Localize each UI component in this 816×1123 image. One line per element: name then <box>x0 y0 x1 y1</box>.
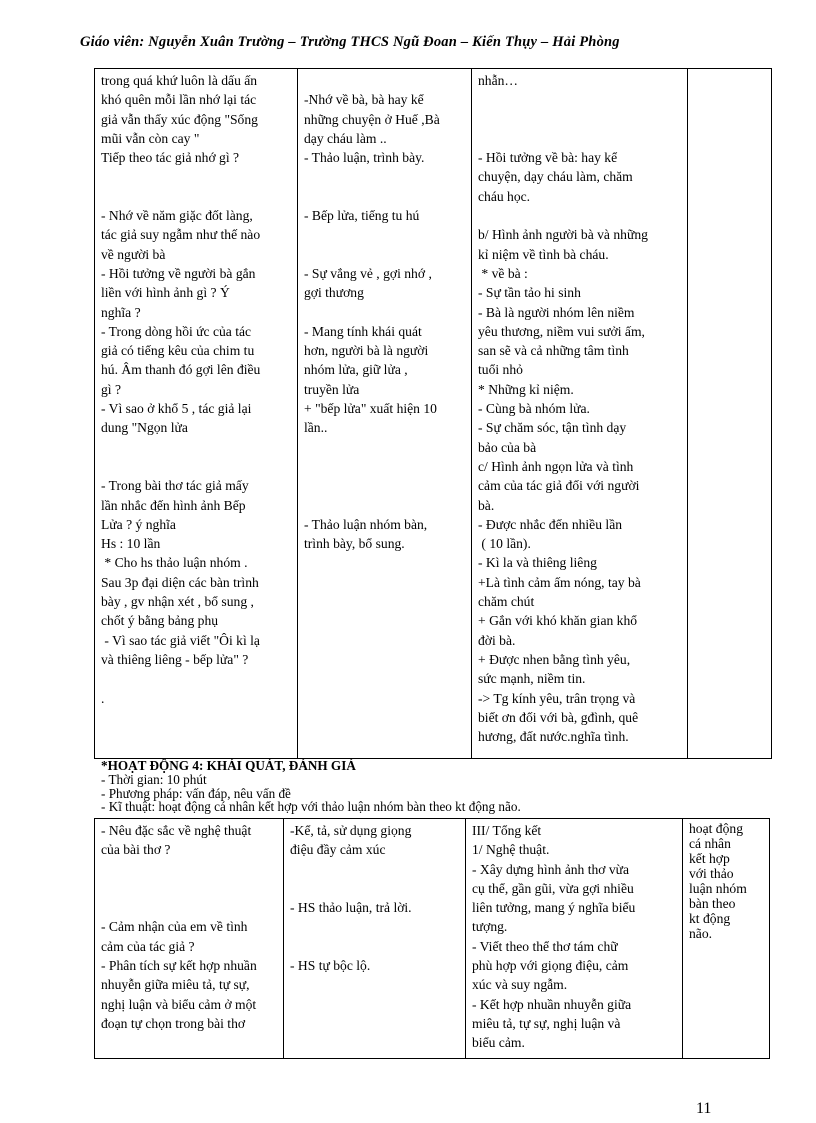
text-line <box>304 225 467 244</box>
text-line: và thiêng liêng - bếp lửa" ? <box>101 651 249 667</box>
text-line <box>304 71 467 90</box>
student-activity-cell-2 <box>284 819 466 1059</box>
text-line: - Bếp lửa, tiếng tu hú <box>304 208 420 224</box>
text-line: Lửa ? ý nghĩa <box>101 516 176 532</box>
text-line: III/ Tổng kết <box>472 823 542 838</box>
text-line: hú. Âm thanh đó gợi lên điều <box>101 362 261 378</box>
text-line: - Hồi tưởng về bà: hay kể <box>478 150 618 166</box>
text-line <box>101 457 293 476</box>
text-line: phù hợp với giọng điệu, cảm <box>472 958 629 974</box>
text-line: kết hợp <box>689 851 730 866</box>
text-line: đoạn tự chọn trong bài thơ <box>101 1015 246 1031</box>
text-line: chuyện, dạy cháu làm, chăm <box>478 169 633 185</box>
text-line: điệu đầy cảm xúc <box>290 842 386 858</box>
text-line: những chuyện ở Huế ,Bà <box>304 111 440 127</box>
text-line <box>290 879 461 898</box>
text-line: - Bà là người nhóm lên niềm <box>478 304 635 320</box>
content-cell-2 <box>466 819 683 1059</box>
text-line <box>304 167 467 186</box>
text-line: - Cùng bà nhóm lửa. <box>478 401 590 417</box>
text-line: + "bếp lửa" xuất hiện 10 <box>304 401 437 417</box>
text-line: cụ thể, gần gũi, vừa gợi nhiều <box>472 880 634 896</box>
text-line <box>304 496 467 515</box>
text-line: - Cảm nhận của em về tình <box>101 919 248 935</box>
text-line: về người bà <box>101 246 166 262</box>
text-line: bàn theo <box>689 896 736 911</box>
notes-text-2 <box>689 821 765 941</box>
text-line <box>304 476 467 495</box>
notes-cell-2 <box>683 819 770 1059</box>
text-line: trình bày, bổ sung. <box>304 536 405 552</box>
text-line: - Sự vắng vẻ , gợi nhớ , <box>304 265 432 281</box>
text-line: bày , gv nhận xét , bổ sung , <box>101 594 254 610</box>
text-line: Tiếp theo tác giả nhớ gì ? <box>101 150 240 166</box>
student-activity-cell <box>298 69 472 759</box>
text-line: sức mạnh, niềm tin. <box>478 671 586 687</box>
teacher-activity-cell <box>95 69 298 759</box>
text-line: với thảo <box>689 866 734 881</box>
text-line: b/ Hình ảnh người bà và những <box>478 227 648 243</box>
text-line: -Nhớ về bà, bà hay kể <box>304 92 424 108</box>
text-line: cảm của tác giả đối với người <box>478 478 640 494</box>
text-line: kt động <box>689 911 731 926</box>
text-line: bà. <box>478 497 495 513</box>
text-line: giả vẫn thấy xúc động "Sống <box>101 111 258 127</box>
text-line: + Được nhen bằng tình yêu, <box>478 651 631 667</box>
notes-cell <box>688 69 772 759</box>
text-line: hương, đất nước.nghĩa tình. <box>478 729 629 745</box>
text-line: - Viết theo thể thơ tám chữ <box>472 938 618 954</box>
text-line: + Gắn với khó khăn gian khổ <box>478 613 638 629</box>
activity-section <box>101 759 521 814</box>
student-activity-text-2 <box>290 821 461 975</box>
text-line: Hs : 10 lần <box>101 536 161 552</box>
text-line: bảo của bà <box>478 439 537 455</box>
text-line: hoạt động <box>689 821 743 836</box>
text-line: -Kể, tả, sử dụng giọng <box>290 823 412 838</box>
text-line: +Là tình cảm ấm nóng, tay bà <box>478 574 641 590</box>
text-line: yêu thương, niềm vui sưởi ấm, <box>478 323 645 339</box>
text-line: cá nhân <box>689 836 731 851</box>
text-line <box>101 879 279 898</box>
text-line: - Vì sao tác giả viết "Ôi kì lạ <box>101 632 260 648</box>
text-line: - Nêu đặc sắc về nghệ thuật <box>101 823 252 838</box>
text-line: lần.. <box>304 420 328 436</box>
text-line <box>478 90 683 109</box>
text-line <box>290 937 461 956</box>
text-line: * Cho hs thảo luận nhóm . <box>101 555 248 571</box>
text-line: - Phân tích sự kết hợp nhuần <box>101 958 257 974</box>
text-line: mũi vẫn còn cay " <box>101 130 200 146</box>
text-line: * về bà : <box>478 265 528 281</box>
text-line: dung "Ngọn lửa <box>101 420 188 436</box>
student-activity-text <box>304 71 467 553</box>
text-line <box>478 110 683 129</box>
text-line: nhẫn… <box>478 73 519 88</box>
text-line: - Mang tính khái quát <box>304 323 422 339</box>
text-line: miêu tả, tự sự, nghị luận và <box>472 1015 621 1031</box>
text-line: đời bà. <box>478 632 516 648</box>
text-line <box>304 187 467 206</box>
text-line: liền với hình ảnh gì ? Ý <box>101 285 230 301</box>
text-line: giả có tiếng kêu của chim tu <box>101 343 255 359</box>
text-line: nghị luận và biểu cảm ở một <box>101 996 257 1012</box>
text-line: luận nhóm <box>689 881 747 896</box>
content-cell <box>472 69 688 759</box>
text-line: chốt ý bằng bảng phụ <box>101 613 219 629</box>
text-line: - Thảo luận, trình bày. <box>304 150 425 166</box>
text-line: liên tưởng, mang ý nghĩa biểu <box>472 900 636 916</box>
text-line: của bài thơ ? <box>101 842 171 858</box>
text-line: kỉ niệm về tình bà cháu. <box>478 246 609 262</box>
text-line: - Thảo luận nhóm bàn, <box>304 516 428 532</box>
text-line: dạy cháu làm .. <box>304 130 387 146</box>
text-line: san sẽ và cả những tâm tình <box>478 343 629 359</box>
text-line: - HS tự bộc lộ. <box>290 958 371 974</box>
teacher-activity-text-2 <box>101 821 279 1033</box>
text-line: tác giả suy ngẫm như thế nào <box>101 227 261 243</box>
text-line: 1/ Nghệ thuật. <box>472 842 550 858</box>
text-line <box>290 917 461 936</box>
text-line: nhuyễn giữa miêu tả, tự sự, <box>101 977 250 993</box>
text-line: biểu cảm. <box>472 1035 525 1051</box>
text-line: gì ? <box>101 381 122 397</box>
text-line: hơn, người bà là người <box>304 343 429 359</box>
text-line <box>478 129 683 148</box>
text-line <box>478 206 683 225</box>
text-line: - Xây dựng hình ảnh thơ vừa <box>472 861 630 877</box>
content-text <box>478 71 683 746</box>
text-line: - Sự chăm sóc, tận tình dạy <box>478 420 627 436</box>
text-line: -> Tg kính yêu, trân trọng và <box>478 690 636 706</box>
text-line: - Vì sao ở khổ 5 , tác giả lại <box>101 401 252 417</box>
text-line: xúc và suy ngẫm. <box>472 977 568 993</box>
text-line: - Trong dòng hồi ức của tác <box>101 323 252 339</box>
text-line: nhóm lửa, giữ lửa , <box>304 362 408 378</box>
text-line <box>101 438 293 457</box>
text-line: - Sự tần tảo hi sinh <box>478 285 581 301</box>
content-text-2 <box>472 821 678 1053</box>
text-line: - Thời gian: 10 phút <box>101 771 207 787</box>
lesson-table-2 <box>94 818 770 1059</box>
text-line: - Kì la và thiêng liêng <box>478 555 597 571</box>
text-line: - Nhớ về năm giặc đốt làng, <box>101 208 253 224</box>
text-line: - Được nhắc đến nhiều lần <box>478 516 623 532</box>
text-line <box>304 457 467 476</box>
text-line: não. <box>689 926 713 941</box>
text-line <box>101 187 293 206</box>
text-line: cảm của tác giả ? <box>101 938 195 954</box>
text-line: chăm chút <box>478 594 535 610</box>
text-line: Sau 3p đại diện các bàn trình <box>101 574 259 590</box>
text-line <box>304 245 467 264</box>
text-line: gợi thương <box>304 285 364 301</box>
text-line: - Phương pháp: vấn đáp, nêu vấn đề <box>101 785 291 801</box>
teacher-activity-text <box>101 71 293 708</box>
page-number: 11 <box>696 1100 712 1117</box>
text-line <box>101 167 293 186</box>
text-line: c/ Hình ảnh ngọn lửa và tình <box>478 458 634 474</box>
teacher-activity-cell-2 <box>95 819 284 1059</box>
text-line: - Trong bài thơ tác giả mấy <box>101 478 249 494</box>
text-line <box>304 303 467 322</box>
activity-lines <box>101 773 521 814</box>
text-line: cháu học. <box>478 188 531 204</box>
text-line: biết ơn đối với bà, gđình, quê <box>478 709 639 725</box>
text-line: nghĩa ? <box>101 304 141 320</box>
text-line: - Kết hợp nhuần nhuyễn giữa <box>472 996 632 1012</box>
text-line: * Những kỉ niệm. <box>478 381 574 397</box>
activity-title: *HOẠT ĐỘNG 4: KHÁI QUÁT, ĐÁNH GIÁ <box>101 758 356 773</box>
text-line: trong quá khứ luôn là dấu ấn <box>101 73 258 88</box>
page-header: Giáo viên: Nguyễn Xuân Trường – Trường THCS Ngũ Đoan – Kiến Thụy – Hải Phòng <box>80 34 620 50</box>
lesson-table-1 <box>94 68 772 759</box>
text-line <box>101 898 279 917</box>
text-line <box>290 860 461 879</box>
text-line <box>304 438 467 457</box>
text-line: ( 10 lần). <box>478 536 531 552</box>
text-line: truyền lửa <box>304 381 360 397</box>
text-line: - Hồi tưởng về người bà gắn <box>101 265 256 281</box>
text-line <box>101 860 279 879</box>
text-line: tượng. <box>472 919 508 935</box>
text-line: tuổi nhỏ <box>478 362 523 378</box>
text-line: . <box>101 690 105 706</box>
text-line: lần nhắc đến hình ảnh Bếp <box>101 497 246 513</box>
text-line: khó quên mỗi lần nhớ lại tác <box>101 92 257 108</box>
text-line <box>101 669 293 688</box>
text-line: - Kĩ thuật: hoạt động cá nhân kết hợp với thảo luận nhóm bàn theo kt động não. <box>101 799 521 815</box>
text-line: - HS thảo luận, trả lời. <box>290 900 412 916</box>
